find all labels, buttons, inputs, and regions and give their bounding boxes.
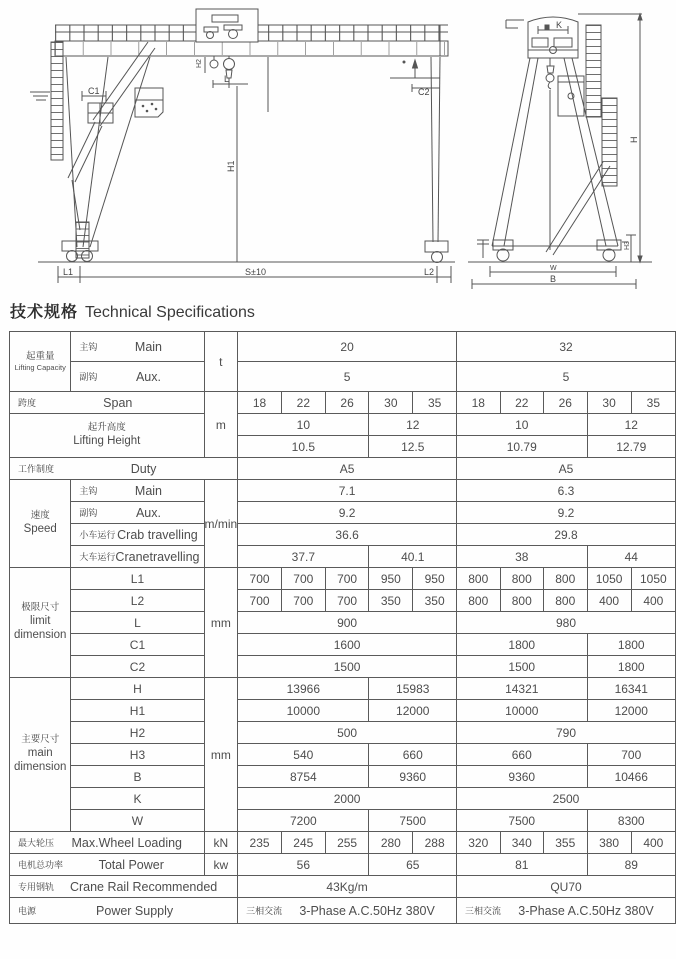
value-cell: 2500	[457, 788, 676, 810]
value-cell: 32	[457, 332, 676, 362]
table-row	[10, 480, 676, 502]
row-label: 小车运行 Crab travelling	[71, 524, 204, 546]
dim-label-c1: C1	[88, 86, 100, 96]
dim-label-b: B	[550, 274, 557, 284]
table-row	[10, 678, 676, 700]
value-cell: 1800	[457, 634, 588, 656]
value-cell: 245	[281, 832, 325, 854]
table-row	[10, 568, 676, 590]
row-label: W	[71, 810, 204, 832]
value-cell: 2000	[238, 788, 457, 810]
value-cell: 900	[238, 612, 457, 634]
value-cell: 350	[413, 590, 457, 612]
unit-cell: m	[204, 392, 238, 458]
value-cell: 6.3	[457, 480, 676, 502]
row-label: 电机总功率 Total Power	[10, 854, 205, 876]
row-label: 极限尺寸 limit dimension	[10, 568, 71, 678]
table-row	[10, 700, 676, 722]
value-cell: 9360	[457, 766, 588, 788]
value-cell: 255	[325, 832, 369, 854]
value-cell: 三相交流 3-Phase A.C.50Hz 380V	[457, 898, 676, 924]
value-cell: 10000	[457, 700, 588, 722]
value-cell: 400	[631, 832, 675, 854]
value-cell: 26	[544, 392, 588, 414]
value-cell: 81	[457, 854, 588, 876]
value-cell: 10000	[238, 700, 369, 722]
value-cell: 400	[587, 590, 631, 612]
value-cell: 7200	[238, 810, 369, 832]
value-cell: 800	[500, 568, 544, 590]
unit-cell: t	[204, 332, 238, 392]
value-cell: 35	[631, 392, 675, 414]
value-cell: A5	[457, 458, 676, 480]
value-cell: 790	[457, 722, 676, 744]
dim-label-w: W	[550, 265, 557, 272]
row-label: 跨度 Span	[10, 392, 205, 414]
value-cell: QU70	[457, 876, 676, 898]
value-cell: 800	[544, 568, 588, 590]
row-label: H	[71, 678, 204, 700]
table-row	[10, 898, 676, 924]
value-cell: 350	[369, 590, 413, 612]
value-cell: 44	[587, 546, 675, 568]
dim-label-l2: L2	[424, 267, 435, 277]
value-cell: 1800	[587, 634, 675, 656]
row-label: C2	[71, 656, 204, 678]
technical-drawings	[0, 0, 676, 296]
value-cell: 12	[369, 414, 457, 436]
table-row	[10, 744, 676, 766]
dim-label-l1: L1	[63, 267, 74, 277]
table-row	[10, 634, 676, 656]
row-label: 主钩 Main	[71, 480, 204, 502]
row-label: 副钩 Aux.	[71, 362, 204, 392]
value-cell: 1050	[631, 568, 675, 590]
dim-label-k: K	[556, 20, 563, 30]
row-label: 主要尺寸 main dimension	[10, 678, 71, 832]
table-row	[10, 810, 676, 832]
value-cell: 20	[238, 332, 457, 362]
spec-table	[9, 331, 676, 924]
value-cell: 660	[457, 744, 588, 766]
value-cell: 18	[238, 392, 282, 414]
value-cell: 14321	[457, 678, 588, 700]
table-row	[10, 766, 676, 788]
value-cell: 12.79	[587, 436, 675, 458]
table-row	[10, 656, 676, 678]
dim-label-c2: C2	[418, 87, 430, 97]
value-cell: 8300	[587, 810, 675, 832]
value-cell: 1500	[238, 656, 457, 678]
value-cell: 340	[500, 832, 544, 854]
value-cell: 5	[238, 362, 457, 392]
value-cell: 7.1	[238, 480, 457, 502]
value-cell: 30	[369, 392, 413, 414]
value-cell: 355	[544, 832, 588, 854]
table-row	[10, 788, 676, 810]
row-label: H2	[71, 722, 204, 744]
row-label: L	[71, 612, 204, 634]
dim-label-h1: H1	[226, 160, 236, 172]
value-cell: 89	[587, 854, 675, 876]
value-cell: 7500	[457, 810, 588, 832]
value-cell: 56	[238, 854, 369, 876]
value-cell: 40.1	[369, 546, 457, 568]
value-cell: 700	[325, 568, 369, 590]
row-label: K	[71, 788, 204, 810]
value-cell: 235	[238, 832, 282, 854]
value-cell: 10	[457, 414, 588, 436]
row-label: 最大轮压 Max.Wheel Loading	[10, 832, 205, 854]
value-cell: 12.5	[369, 436, 457, 458]
value-cell: 700	[238, 568, 282, 590]
value-cell: 8754	[238, 766, 369, 788]
row-label: 主钩 Main	[71, 332, 204, 362]
value-cell: 22	[500, 392, 544, 414]
value-cell: 9.2	[238, 502, 457, 524]
value-cell: 980	[457, 612, 676, 634]
table-row	[10, 590, 676, 612]
table-row	[10, 392, 676, 414]
value-cell: A5	[238, 458, 457, 480]
row-label: 电源 Power Supply	[10, 898, 238, 924]
value-cell: 1500	[457, 656, 588, 678]
value-cell: 700	[281, 590, 325, 612]
value-cell: 700	[281, 568, 325, 590]
row-label: B	[71, 766, 204, 788]
value-cell: 10466	[587, 766, 675, 788]
table-row	[10, 332, 676, 362]
value-cell: 22	[281, 392, 325, 414]
value-cell: 700	[238, 590, 282, 612]
table-row	[10, 832, 676, 854]
dim-label-h2: H2	[196, 59, 203, 68]
table-row	[10, 362, 676, 392]
row-label: 起升高度 Lifting Height	[10, 414, 205, 458]
value-cell: 500	[238, 722, 457, 744]
table-row	[10, 722, 676, 744]
row-label: 起重量 Lifting Capacity	[10, 332, 71, 392]
row-label: H1	[71, 700, 204, 722]
value-cell: 9.2	[457, 502, 676, 524]
value-cell: 13966	[238, 678, 369, 700]
value-cell: 35	[413, 392, 457, 414]
unit-cell: m/min	[204, 480, 238, 568]
row-label: 速度 Speed	[10, 480, 71, 568]
row-label: 大车运行 Cranetravelling	[71, 546, 204, 568]
value-cell: 950	[369, 568, 413, 590]
section-title-zh: 技术规格	[10, 304, 79, 321]
value-cell: 10	[238, 414, 369, 436]
row-label: 工作制度 Duty	[10, 458, 238, 480]
value-cell: 320	[457, 832, 501, 854]
value-cell: 540	[238, 744, 369, 766]
row-label: H3	[71, 744, 204, 766]
value-cell: 15983	[369, 678, 457, 700]
dim-label-s: S±10	[245, 267, 266, 277]
value-cell: 7500	[369, 810, 457, 832]
table-row	[10, 414, 676, 436]
value-cell: 950	[413, 568, 457, 590]
table-row	[10, 546, 676, 568]
value-cell: 1600	[238, 634, 457, 656]
value-cell: 10.5	[238, 436, 369, 458]
value-cell: 800	[500, 590, 544, 612]
value-cell: 9360	[369, 766, 457, 788]
table-row	[10, 524, 676, 546]
value-cell: 12000	[369, 700, 457, 722]
table-row	[10, 612, 676, 634]
dim-label-h3: H3	[624, 241, 631, 250]
section-title	[10, 299, 255, 322]
value-cell: 280	[369, 832, 413, 854]
value-cell: 43Kg/m	[238, 876, 457, 898]
value-cell: 10.79	[457, 436, 588, 458]
table-row	[10, 458, 676, 480]
value-cell: 288	[413, 832, 457, 854]
value-cell: 700	[587, 744, 675, 766]
value-cell: 1800	[587, 656, 675, 678]
gantry-crane-side-view	[450, 0, 676, 296]
value-cell: 37.7	[238, 546, 369, 568]
value-cell: 380	[587, 832, 631, 854]
row-label: 副钩 Aux.	[71, 502, 204, 524]
value-cell: 65	[369, 854, 457, 876]
unit-cell: kw	[204, 854, 238, 876]
table-row	[10, 876, 676, 898]
value-cell: 400	[631, 590, 675, 612]
value-cell: 26	[325, 392, 369, 414]
unit-cell: kN	[204, 832, 238, 854]
value-cell: 12000	[587, 700, 675, 722]
value-cell: 5	[457, 362, 676, 392]
value-cell: 800	[457, 568, 501, 590]
value-cell: 1050	[587, 568, 631, 590]
table-row	[10, 502, 676, 524]
value-cell: 38	[457, 546, 588, 568]
value-cell: 18	[457, 392, 501, 414]
dim-label-h: H	[629, 136, 639, 143]
unit-cell: mm	[204, 568, 238, 678]
value-cell: 29.8	[457, 524, 676, 546]
row-label: 专用钢轨 Crane Rail Recommended	[10, 876, 238, 898]
value-cell: 800	[457, 590, 501, 612]
row-label: C1	[71, 634, 204, 656]
table-row	[10, 854, 676, 876]
value-cell: 三相交流 3-Phase A.C.50Hz 380V	[238, 898, 457, 924]
dim-label-l: L	[224, 74, 230, 84]
value-cell: 800	[544, 590, 588, 612]
row-label: L2	[71, 590, 204, 612]
value-cell: 16341	[587, 678, 675, 700]
value-cell: 30	[587, 392, 631, 414]
row-label: L1	[71, 568, 204, 590]
value-cell: 12	[587, 414, 675, 436]
gantry-crane-front-view	[0, 0, 455, 296]
unit-cell: mm	[204, 678, 238, 832]
value-cell: 36.6	[238, 524, 457, 546]
value-cell: 700	[325, 590, 369, 612]
section-title-en: Technical Specifications	[85, 304, 255, 321]
value-cell: 660	[369, 744, 457, 766]
